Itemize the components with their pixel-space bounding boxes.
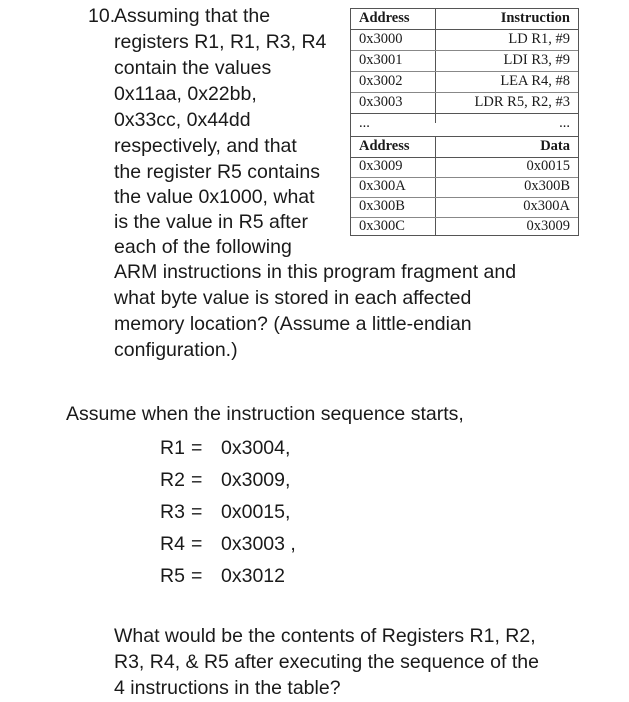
ellipsis: ... [559, 115, 570, 131]
register-value: 0x0015, [221, 501, 291, 523]
data-value: 0x300A [523, 198, 570, 214]
ellipsis: ... [359, 115, 370, 131]
equals-sign: = [191, 533, 203, 555]
header-address: Address [359, 138, 410, 154]
header-data: Data [540, 138, 570, 154]
data-address: 0x300A [359, 178, 406, 194]
header-divider [351, 29, 578, 30]
register-name: R3 [160, 501, 185, 523]
section-divider [351, 136, 578, 137]
register-name: R1 [160, 437, 185, 459]
row-divider [351, 113, 578, 114]
question-number: 10. [88, 5, 116, 27]
register-name: R2 [160, 469, 185, 491]
instruction-text: LDI R3, #9 [503, 52, 570, 68]
question-line: 0x33cc, 0x44dd [114, 109, 251, 131]
data-value: 0x3009 [526, 218, 570, 234]
question-line: 0x11aa, 0x22bb, [114, 83, 257, 105]
question-line: each of the following [114, 236, 292, 258]
header-address: Address [359, 10, 410, 26]
row-divider [351, 50, 578, 51]
question-line: contain the values [114, 57, 272, 79]
data-address: 0x300B [359, 198, 405, 214]
question-line: the value 0x1000, what [114, 186, 315, 208]
row-divider [351, 71, 578, 72]
register-value: 0x3009, [221, 469, 291, 491]
data-address: 0x300C [359, 218, 405, 234]
equals-sign: = [191, 565, 203, 587]
column-divider [435, 9, 436, 123]
data-address: 0x3009 [359, 158, 403, 174]
register-name: R4 [160, 533, 185, 555]
memory-table [350, 8, 579, 236]
instruction-address: 0x3002 [359, 73, 403, 89]
question-line: what byte value is stored in each affected [114, 287, 472, 309]
register-value: 0x3004, [221, 437, 291, 459]
instruction-address: 0x3000 [359, 31, 403, 47]
final-question-line: What would be the contents of Registers R1, R2, [114, 625, 536, 647]
instruction-address: 0x3003 [359, 94, 403, 110]
register-value: 0x3012 [221, 565, 285, 587]
question-line: configuration.) [114, 339, 238, 361]
register-value: 0x3003 , [221, 533, 296, 555]
instruction-text: LD R1, #9 [508, 31, 570, 47]
question-line: Assuming that the [114, 5, 271, 27]
question-line: respectively, and that [114, 135, 297, 157]
instruction-text: LEA R4, #8 [500, 73, 570, 89]
column-divider [435, 137, 436, 236]
data-value: 0x0015 [526, 158, 570, 174]
final-question-line: R3, R4, & R5 after executing the sequence of the [114, 651, 539, 673]
header-instruction: Instruction [500, 10, 570, 26]
data-value: 0x300B [524, 178, 570, 194]
instruction-text: LDR R5, R2, #3 [474, 94, 570, 110]
instruction-address: 0x3001 [359, 52, 403, 68]
equals-sign: = [191, 469, 203, 491]
equals-sign: = [191, 501, 203, 523]
register-name: R5 [160, 565, 185, 587]
assumption-intro: Assume when the instruction sequence starts, [66, 403, 464, 425]
question-line: ARM instructions in this program fragment and [114, 261, 517, 283]
row-divider [351, 92, 578, 93]
question-line: registers R1, R1, R3, R4 [114, 31, 327, 53]
final-question-line: 4 instructions in the table? [114, 677, 341, 699]
question-line: is the value in R5 after [114, 211, 309, 233]
question-line: the register R5 contains [114, 161, 320, 183]
equals-sign: = [191, 437, 203, 459]
question-line: memory location? (Assume a little-endian [114, 313, 472, 335]
